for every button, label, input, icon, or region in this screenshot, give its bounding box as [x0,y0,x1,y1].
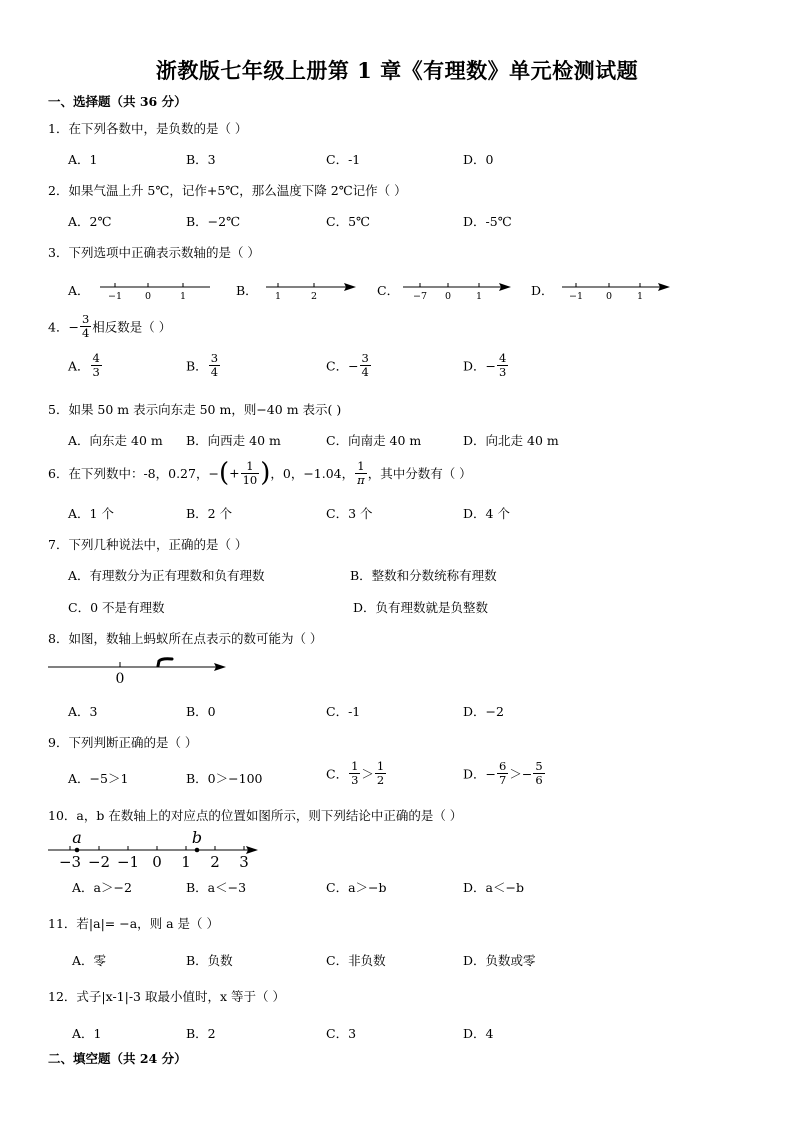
question-4-option-c[interactable]: C．− $\frac{3}{4}$ [326,351,369,379]
question-8-option-c[interactable]: C．-1 [326,704,361,719]
question-2-option-a[interactable]: A．2℃ [68,214,112,229]
question-4-option-b[interactable]: B． $\frac{3}{4}$ [186,351,219,379]
question-7-option-a[interactable]: A．有理数分为正有理数和负有理数 [68,568,265,583]
zero-label: 0 [115,671,125,687]
page-title: 浙教版七年级上册第 1 章《有理数》单元检测试题 [155,58,639,83]
axis-d-tick-label: −1 [568,291,584,302]
question-12-option-b[interactable]: B．2 [186,1026,216,1041]
question-6-option-a[interactable]: A．1 个 [68,506,114,521]
question-8-stem: 8．如图，数轴上蚂蚁所在点表示的数可能为（ ） [48,631,323,646]
axis-d-tick-label: 0 [605,291,613,302]
question-5-option-c[interactable]: C．向南走 40 m [326,433,422,448]
question-6-option-c[interactable]: C．3 个 [326,506,373,521]
question-1-option-c[interactable]: C．-1 [326,152,361,167]
question-8-option-a[interactable]: A．3 [68,704,98,719]
number-line-option-c [403,280,515,304]
question-11-stem: 11．若|a|= −a，则 a 是（ ） [48,916,220,931]
ant-icon [158,659,172,666]
question-12-option-c[interactable]: C．3 [326,1026,357,1041]
question-3-stem: 3．下列选项中正确表示数轴的是（ ） [48,245,260,260]
question-6-option-d[interactable]: D．4 个 [463,506,510,521]
axis-b-tick-label: 2 [310,291,318,302]
question-10-option-d[interactable]: D．a＜−b [463,880,524,895]
question-2-stem: 2．如果气温上升 5℃，记作+5℃，那么温度下降 2℃记作（ ） [48,183,407,198]
question-7-option-d[interactable]: D．负有理数就是负整数 [353,600,489,615]
question-7-option-c[interactable]: C．0 不是有理数 [68,600,165,615]
point-a [75,848,80,853]
tick-label: −3 [58,853,82,871]
question-3-option-c[interactable]: C． [377,283,400,298]
tick-label: 0 [152,853,162,871]
question-9-option-a[interactable]: A．−5＞1 [68,771,129,786]
question-8-option-b[interactable]: B．0 [186,704,216,719]
question-11-option-a[interactable]: A．零 [72,953,107,968]
tick-label: 1 [181,853,191,871]
question-5-option-d[interactable]: D．向北走 40 m [463,433,559,448]
question-3-option-a[interactable]: A． [68,283,90,298]
number-line-option-b [266,280,358,304]
number-line-option-a [100,280,212,304]
question-9-option-b[interactable]: B．0＞−100 [186,771,263,786]
question-6-stem: 6．在下列数中：-8，0.27，−(+ $\frac{1}{10}$ )，0，−1.04， $\frac{1}{\pi}$ ，其中分数有（ ） [48,458,472,488]
question-12-option-d[interactable]: D．4 [463,1026,494,1041]
question-3-option-b[interactable]: B． [236,283,258,298]
question-10-option-b[interactable]: B．a＜−3 [186,880,247,895]
question-4-option-d[interactable]: D．− $\frac{4}{3}$ [463,351,507,379]
point-b-label: b [191,828,203,847]
axis-a-tick-label: 0 [144,291,152,302]
question-11-option-d[interactable]: D．负数或零 [463,953,536,968]
tick-label: 2 [210,853,220,871]
ant-number-line [48,656,230,686]
question-12-option-a[interactable]: A．1 [72,1026,102,1041]
question-9-option-c[interactable]: C． $\frac{1}{3}$ ＞ $\frac{1}{2}$ [326,759,385,787]
stem-prefix: 4．− [48,319,79,335]
axis-c-tick-label: 0 [444,291,452,302]
tick-label: 3 [239,853,249,871]
question-2-option-b[interactable]: B．−2℃ [186,214,241,229]
question-4-option-a[interactable]: A． $\frac{4}{3}$ [68,351,100,379]
question-12-stem: 12．式子|x-1|-3 取最小值时，x 等于（ ） [48,989,285,1004]
question-7-stem: 7．下列几种说法中，正确的是（ ） [48,537,248,552]
point-a-label: a [72,828,82,847]
point-b [195,848,200,853]
question-9-option-d[interactable]: D．− $\frac{6}{7}$ ＞− $\frac{5}{6}$ [463,759,543,787]
question-1-option-d[interactable]: D．0 [463,152,494,167]
question-1-option-b[interactable]: B．3 [186,152,216,167]
question-2-option-d[interactable]: D．-5℃ [463,214,512,229]
axis-b-tick-label: 1 [274,291,282,302]
question-9-stem: 9．下列判断正确的是（ ） [48,735,198,750]
question-2-option-c[interactable]: C．5℃ [326,214,371,229]
question-3-option-d[interactable]: D． [531,283,554,298]
ab-number-line [48,826,262,872]
question-7-option-b[interactable]: B．整数和分数统称有理数 [350,568,497,583]
question-11-option-c[interactable]: C．非负数 [326,953,386,968]
tick-label: −1 [116,853,140,871]
fraction: $\frac{3}{4}$ [81,312,90,340]
question-5-option-b[interactable]: B．向西走 40 m [186,433,281,448]
axis-a-tick-label: −1 [107,291,123,302]
question-11-option-b[interactable]: B．负数 [186,953,233,968]
number-line-option-d [562,280,674,304]
section-heading-fill-in: 二、填空题（共 24 分） [48,1051,187,1066]
question-5-option-a[interactable]: A．向东走 40 m [68,433,163,448]
axis-a-tick-label: 1 [179,291,187,302]
axis-c-tick-label: −7 [412,291,428,302]
section-heading-choice: 一、选择题（共 36 分） [48,94,187,109]
question-8-option-d[interactable]: D．−2 [463,704,504,719]
question-10-option-a[interactable]: A．a＞−2 [72,880,132,895]
tick-label: −2 [87,853,111,871]
question-1-option-a[interactable]: A．1 [68,152,98,167]
question-10-option-c[interactable]: C．a＞−b [326,880,387,895]
axis-d-tick-label: 1 [636,291,644,302]
stem-suffix: 相反数是（ ） [92,319,172,335]
question-6-option-b[interactable]: B．2 个 [186,506,233,521]
question-5-stem: 5．如果 50 m 表示向东走 50 m，则−40 m 表示( ) [48,402,342,417]
axis-c-tick-label: 1 [475,291,483,302]
question-1-stem: 1．在下列各数中，是负数的是（ ） [48,121,248,136]
question-10-stem: 10．a，b 在数轴上的对应点的位置如图所示，则下列结论中正确的是（ ） [48,808,463,823]
question-4-stem [48,313,171,340]
